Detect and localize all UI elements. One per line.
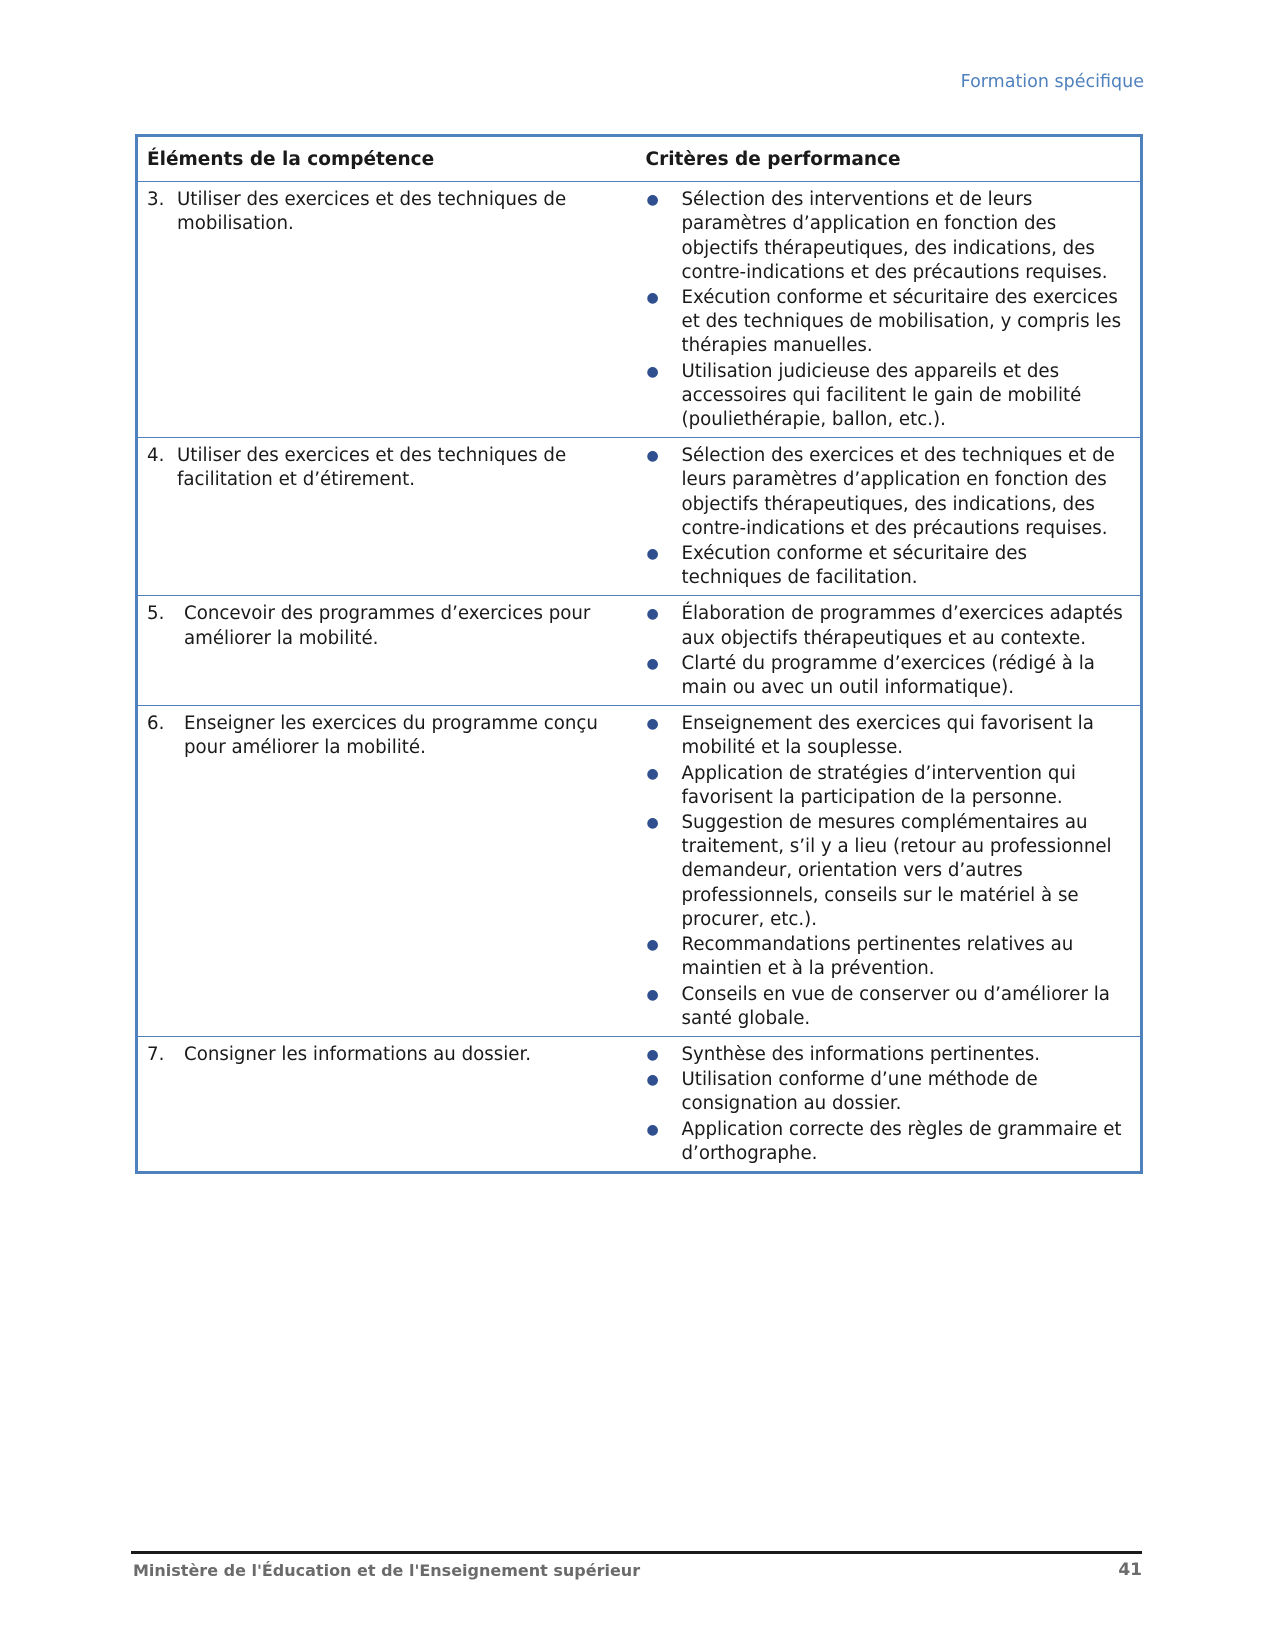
criteria-list (646, 188, 1133, 432)
bullet-icon: ● (646, 815, 659, 832)
list-item (646, 1068, 1133, 1116)
element-text: Consigner les informations au dossier. (184, 1043, 532, 1065)
page-number: 41 (1118, 1560, 1142, 1580)
bullet-icon: ● (646, 1121, 659, 1138)
criteria-list (646, 712, 1133, 1031)
criterion-text: Suggestion de mesures complémentaires au traitement, s’il y a lieu (retour au professionnel demandeur, orientation vers d’autres professionnels, conseils sur le matériel à se procurer, etc.). (681, 812, 1112, 930)
element-cell (137, 706, 637, 1037)
element-cell (137, 182, 637, 438)
bullet-icon: ● (646, 606, 659, 623)
element-number: 6. (147, 713, 165, 735)
criterion-text: Sélection des exercices et des techniques et de leurs paramètres d’application en fonction des objectifs thérapeutiques, des indications, des contre-indications et des précautions requises. (681, 445, 1115, 539)
element-text: Enseigner les exercices du programme conçu pour améliorer la mobilité. (184, 713, 598, 759)
list-item (646, 542, 1133, 590)
column-header-criteria: Critères de performance (637, 136, 1142, 182)
bullet-icon: ● (646, 937, 659, 954)
competency-table (135, 134, 1143, 1174)
bullet-icon: ● (646, 765, 659, 782)
list-item (646, 983, 1133, 1031)
element-number: 4. (147, 445, 165, 467)
list-item (646, 602, 1133, 650)
criterion-text: Élaboration de programmes d’exercices adaptés aux objectifs thérapeutiques et au contexte. (681, 603, 1123, 649)
criterion-text: Exécution conforme et sécuritaire des exercices et des techniques de mobilisation, y compris les thérapies manuelles. (681, 287, 1122, 357)
element-text: Concevoir des programmes d’exercices pour améliorer la mobilité. (184, 603, 591, 649)
list-item (646, 1118, 1133, 1166)
criterion-text: Application correcte des règles de grammaire et d’orthographe. (681, 1118, 1122, 1164)
list-item (646, 444, 1133, 541)
bullet-icon: ● (646, 986, 659, 1003)
criteria-cell (637, 596, 1142, 706)
criterion-text: Enseignement des exercices qui favorisent la mobilité et la souplesse. (681, 713, 1094, 759)
bullet-icon: ● (646, 716, 659, 733)
table-header-row (137, 136, 1142, 182)
criteria-cell (637, 706, 1142, 1037)
criteria-cell (637, 1036, 1142, 1172)
criterion-text: Utilisation conforme d’une méthode de consignation au dossier. (681, 1069, 1038, 1115)
list-item (646, 811, 1133, 932)
criterion-text: Conseils en vue de conserver ou d’améliorer la santé globale. (681, 983, 1110, 1029)
bullet-icon: ● (646, 655, 659, 672)
criterion-text: Synthèse des informations pertinentes. (681, 1043, 1041, 1065)
criteria-cell (637, 438, 1142, 596)
table-row (137, 182, 1142, 438)
criteria-list (646, 602, 1133, 700)
list-item (646, 1043, 1133, 1067)
list-item (646, 652, 1133, 700)
element-text: Utiliser des exercices et des techniques de mobilisation. (177, 189, 567, 235)
element-cell (137, 438, 637, 596)
running-header-title: Formation spécifique (960, 72, 1144, 92)
bullet-icon: ● (646, 363, 659, 380)
column-header-elements: Éléments de la compétence (137, 136, 637, 182)
criterion-text: Clarté du programme d’exercices (rédigé à la main ou avec un outil informatique). (681, 652, 1095, 699)
criteria-cell (637, 182, 1142, 438)
footer-organization: Ministère de l'Éducation et de l'Enseignement supérieur (133, 1561, 641, 1580)
element-number: 7. (147, 1043, 165, 1065)
criterion-text: Exécution conforme et sécuritaire des techniques de facilitation. (681, 543, 1027, 589)
element-text: Utiliser des exercices et des techniques de facilitation et d’étirement. (177, 445, 567, 491)
bullet-icon: ● (646, 1046, 659, 1063)
bullet-icon: ● (646, 192, 659, 209)
list-item (646, 360, 1133, 433)
table-row (137, 596, 1142, 706)
list-item (646, 762, 1133, 810)
list-item (646, 712, 1133, 760)
element-cell (137, 1036, 637, 1172)
element-number: 5. (147, 603, 165, 625)
bullet-icon: ● (646, 1072, 659, 1089)
criterion-text: Application de stratégies d’intervention qui favorisent la participation de la personne. (681, 762, 1076, 808)
element-cell (137, 596, 637, 706)
table-row (137, 438, 1142, 596)
list-item (646, 188, 1133, 285)
bullet-icon: ● (646, 546, 659, 563)
bullet-icon: ● (646, 290, 659, 307)
criterion-text: Utilisation judicieuse des appareils et des accessoires qui facilitent le gain de mobilité (pouliethérapie, ballon, etc.). (681, 360, 1082, 431)
criteria-list (646, 444, 1133, 590)
bullet-icon: ● (646, 448, 659, 465)
list-item (646, 286, 1133, 359)
criterion-text: Recommandations pertinentes relatives au maintien et à la prévention. (681, 934, 1074, 980)
table-row (137, 1036, 1142, 1172)
table-row (137, 706, 1142, 1037)
element-number: 3. (147, 189, 165, 211)
footer-divider (131, 1551, 1142, 1554)
criterion-text: Sélection des interventions et de leurs paramètres d’application en fonction des objectifs thérapeutiques, des indications, des contre-indications et des précautions requises. (681, 189, 1108, 283)
list-item (646, 933, 1133, 981)
criteria-list (646, 1043, 1133, 1166)
